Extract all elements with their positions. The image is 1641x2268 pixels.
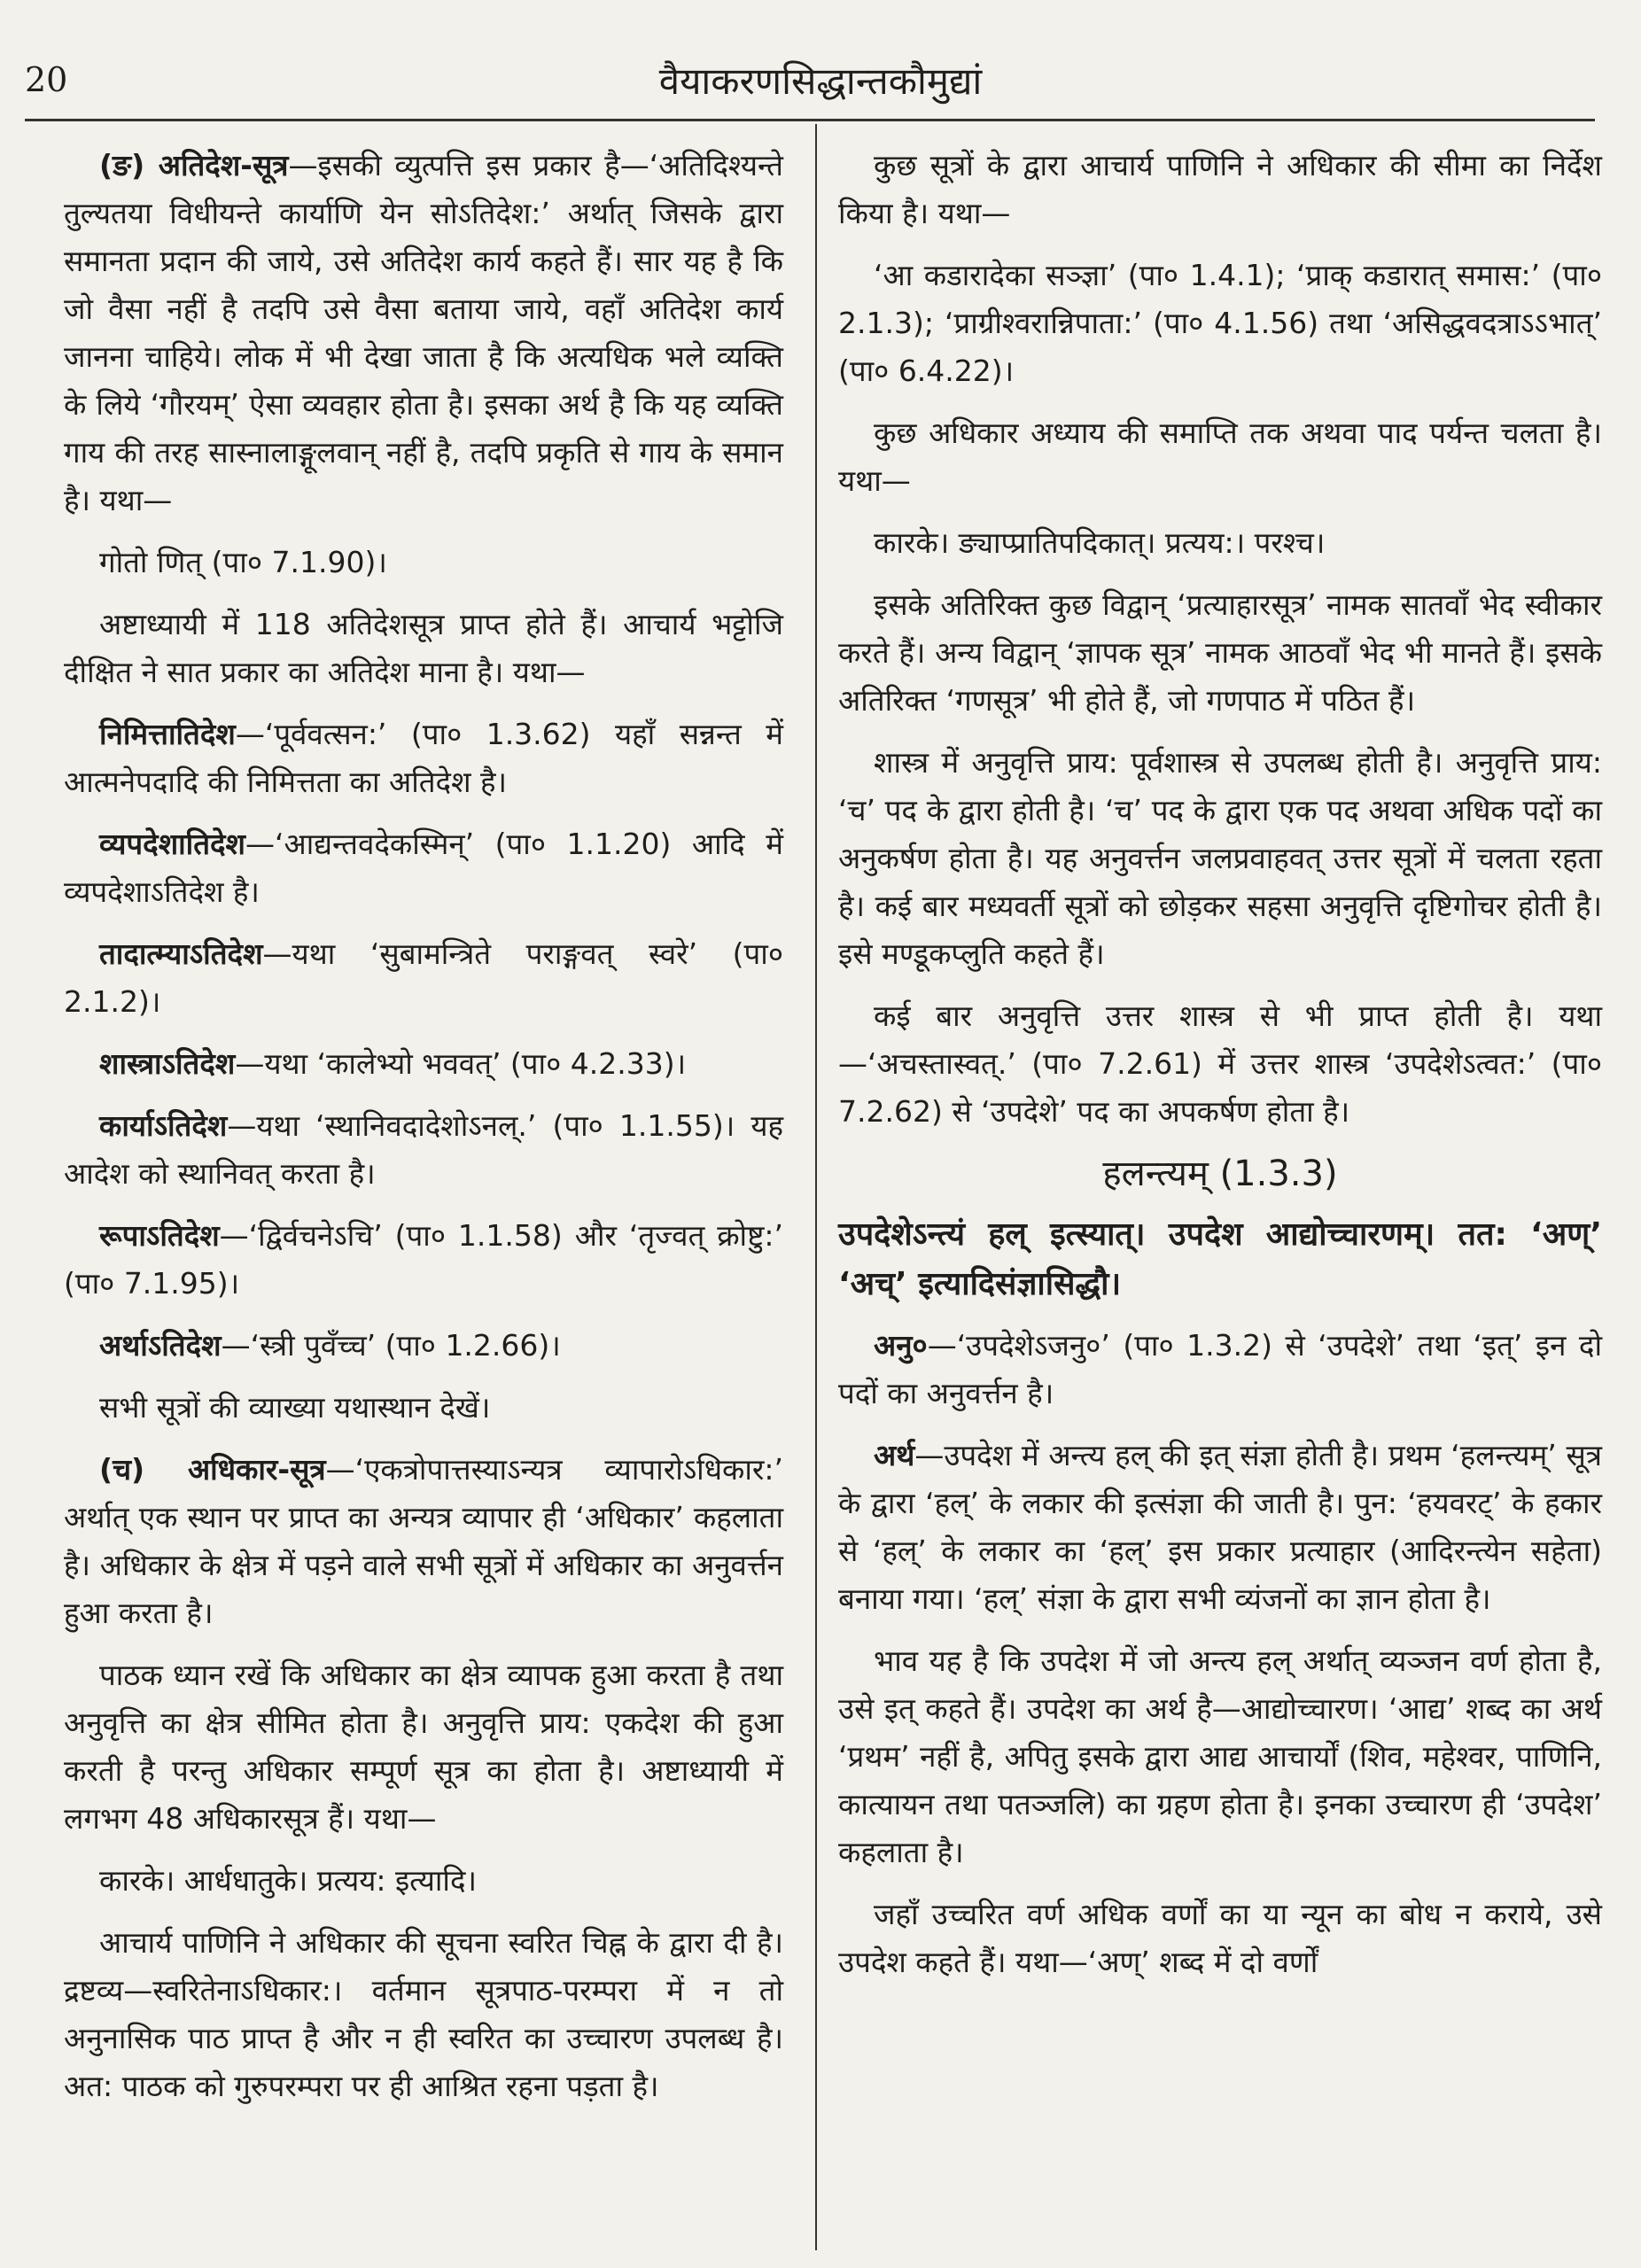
header-rule: [25, 119, 1595, 121]
paragraph: पाठक ध्यान रखें कि अधिकार का क्षेत्र व्यापक हुआ करता है तथा अनुवृत्ति का क्षेत्र सीमित होता है। अनुवृत्ति प्राय: एकदेश की हुआ करती है परन्तु अधिकार सम्पूर्ण सूत्र का होता है। अष्टाध्यायी में लगभग 48 अधिकारसूत्र हैं। यथा—: [64, 1658, 783, 1836]
column-divider: [815, 124, 817, 2250]
paragraph: सभी सूत्रों की व्याख्या यथास्थान देखें।: [99, 1390, 491, 1425]
paragraph: [838, 1322, 1602, 1418]
running-title: वैयाकरणसिद्धान्तकौमुद्यां: [658, 59, 983, 103]
paragraph: इसके अतिरिक्त कुछ विद्वान् ‘प्रत्याहारसूत्र’ नामक सातवाँ भेद स्वीकार करते हैं। अन्य विद्वान् ‘ज्ञापक सूत्र’ नामक आठवाँ भेद भी मानते हैं। इसके अतिरिक्त ‘गणसूत्र’ भी होते हैं, जो गणपाठ में पठित हैं।: [838, 587, 1602, 718]
sutra-heading: हलन्त्यम् (1.3.3): [1102, 1153, 1338, 1194]
paragraph-text: —‘एकत्रोपात्तस्याऽन्यत्र व्यापारोऽधिकार:’ अर्थात् एक स्थान पर प्राप्त का अन्यत्र व्यापार ही ‘अधिकार’ कहलाता है। अधिकार के क्षेत्र में पड़ने वाले सभी सूत्रों में अधिकार का अनुवर्त्तन हुआ करता है।: [64, 1452, 783, 1630]
paragraph-text: —‘द्विर्वचनेऽचि’ (पा० 1.1.58) और ‘तृज्वत् क्रोष्टु:’ (पा० 7.1.95)।: [64, 1218, 783, 1301]
paragraph-text: —‘पूर्ववत्सन:’ (पा० 1.3.62) यहाँ सन्नन्त में आत्मनेपदादि की निमित्तता का अतिदेश है।: [64, 717, 783, 799]
paragraph-text: —उपदेश में अन्त्य हल् की इत् संज्ञा होती है। प्रथम ‘हलन्त्यम्’ सूत्र के द्वारा ‘हल्’ के लकार की इत्संज्ञा की जाती है। पुन: ‘हयवरट्’ के हकार से ‘हल्’ के लकार का ‘हल्’ इस प्रकार प्रत्याहार (आदिरन्त्येन सहेता) बनाया गया। ‘हल्’ संज्ञा के द्वारा सभी व्यंजनों का ज्ञान होता है।: [838, 1438, 1602, 1616]
paragraph: कुछ सूत्रों के द्वारा आचार्य पाणिनि ने अधिकार की सीमा का निर्देश किया है। यथा—: [838, 148, 1602, 230]
term-heading: कार्याऽतिदेश: [99, 1108, 228, 1143]
paragraph: [64, 711, 783, 806]
paragraph: कारके। आर्धधातुके। प्रत्यय: इत्यादि।: [99, 1863, 478, 1898]
paragraph: कारके। ङ्याप्प्रातिपदिकात्। प्रत्यय:। परश्च।: [874, 525, 1326, 560]
paragraph: जहाँ उच्चरित वर्ण अधिक वर्णों का या न्यून का बोध न कराये, उसे उपदेश कहते हैं। यथा—‘अण्’ शब्द में दो वर्णों: [838, 1897, 1602, 1979]
term-heading: अनु०: [874, 1328, 928, 1363]
left-column: [64, 142, 783, 2124]
paragraph: [64, 1040, 783, 1088]
paragraph: [64, 930, 783, 1026]
term-heading: रूपाऽतिदेश: [99, 1218, 220, 1253]
paragraph: [64, 1212, 783, 1308]
paragraph: भाव यह है कि उपदेश में जो अन्त्य हल् अर्थात् व्यञ्जन वर्ण होता है, उसे इत् कहते हैं। उपदेश का अर्थ है—आद्योच्चारण। ‘आद्य’ शब्द का अर्थ ‘प्रथम’ नहीं है, अपितु इसके द्वारा आद्य आचार्यों (शिव, महेश्वर, पाणिनि, कात्यायन तथा पतञ्जलि) का ग्रहण होता है। इनका उच्चारण ही ‘उपदेश’ कहलाता है।: [838, 1643, 1602, 1869]
term-heading: व्यपदेशातिदेश: [99, 827, 245, 861]
paragraph: [64, 1446, 783, 1637]
paragraph-text: —यथा ‘कालेभ्यो भववत्’ (पा० 4.2.33)।: [235, 1046, 687, 1081]
paragraph-text: —‘स्त्री पुवँच्च’ (पा० 1.2.66)।: [221, 1328, 561, 1363]
paragraph: [64, 820, 783, 916]
paragraph: गोतो णित् (पा० 7.1.90)।: [99, 545, 387, 579]
page-number: 20: [25, 60, 68, 99]
paragraph: कुछ अधिकार अध्याय की समाप्ति तक अथवा पाद पर्यन्त चलता है। यथा—: [838, 416, 1602, 498]
vritti-text: उपदेशेऽन्त्यं हल् इत्स्यात्। उपदेश आद्योच्चारणम्। तत: ‘अण्’ ‘अच्’ इत्यादिसंज्ञासिद्धौ।: [838, 1216, 1602, 1302]
term-heading: अर्थाऽतिदेश: [99, 1328, 222, 1363]
paragraph: आचार्य पाणिनि ने अधिकार की सूचना स्वरित चिह्न के द्वारा दी है। द्रष्टव्य—स्वरितेनाऽधिकार:। वर्तमान सूत्रपाठ-परम्परा में न तो अनुनासिक पाठ प्राप्त है और न ही स्वरित का उच्चारण उपलब्ध है। अत: पाठक को गुरुपरम्परा पर ही आश्रित रहना पड़ता है।: [64, 1925, 783, 2103]
term-heading: निमित्तातिदेश: [99, 717, 236, 751]
paragraph: [64, 142, 783, 524]
paragraph: [64, 1102, 783, 1198]
section-heading: (ङ) अतिदेश-सूत्र: [99, 148, 289, 183]
paragraph-text: —‘आद्यन्तवदेकस्मिन्’ (पा० 1.1.20) आदि में व्यपदेशाऽतिदेश है।: [64, 827, 783, 909]
paragraph: कई बार अनुवृत्ति उत्तर शास्त्र से भी प्राप्त होती है। यथा—‘अचस्तास्वत्.’ (पा० 7.2.61) में उत्तर शास्त्र ‘उपदेशेऽत्वत:’ (पा० 7.2.62) से ‘उपदेशे’ पद का अपकर्षण होता है।: [838, 998, 1602, 1129]
paragraph: [64, 1322, 783, 1370]
paragraph-text: —इसकी व्युत्पत्ति इस प्रकार है—‘अतिदिश्यन्ते तुल्यतया विधीयन्ते कार्याणि येन सोऽतिदेश:’ अर्थात् जिसके द्वारा समानता प्रदान की जाये, उसे अतिदेश कार्य कहते हैं। सार यह है कि जो वैसा नहीं है तदपि उसे वैसा बताया जाये, वहाँ अतिदेश कार्य जानना चाहिये। लोक में भी देखा जाता है कि अत्यधिक भले व्यक्ति के लिये ‘गौरयम्’ ऐसा व्यवहार होता है। इसका अर्थ है कि यह व्यक्ति गाय की तरह सास्नालाङ्गूलवान् नहीं है, तदपि प्रकृति से गाय के समान है। यथा—: [64, 148, 783, 517]
paragraph-text: —‘उपदेशेऽजनु०’ (पा० 1.3.2) से ‘उपदेशे’ तथा ‘इत्’ इन दो पदों का अनुवर्त्तन है।: [838, 1328, 1602, 1410]
page-header: [0, 0, 1641, 124]
section-heading: (च) अधिकार-सूत्र: [99, 1452, 326, 1487]
paragraph-text: —यथा ‘स्थानिवदादेशोऽनल्.’ (पा० 1.1.55)। यह आदेश को स्थानिवत् करता है।: [64, 1108, 783, 1191]
paragraph: शास्त्र में अनुवृत्ति प्राय: पूर्वशास्त्र से उपलब्ध होती है। अनुवृत्ति प्राय: ‘च’ पद के द्वारा होती है। ‘च’ पद के द्वारा एक पद अथवा अधिक पदों का अनुकर्षण होता है। यह अनुवर्त्तन जलप्रवाहवत् उत्तर सूत्रों में चलता रहता है। कई बार मध्यवर्ती सूत्रों को छोड़कर सहसा अनुवृत्ति दृष्टिगोचर होती है। इसे मण्डूकप्लुति कहते हैं।: [838, 745, 1602, 971]
right-column: [838, 142, 1602, 2000]
paragraph-text: —यथा ‘सुबामन्त्रिते पराङ्गवत् स्वरे’ (पा० 2.1.2)।: [64, 936, 783, 1019]
term-heading: अर्थ: [874, 1438, 915, 1472]
term-heading: शास्त्राऽतिदेश: [99, 1046, 236, 1081]
paragraph: [838, 1432, 1602, 1623]
paragraph: अष्टाध्यायी में 118 अतिदेशसूत्र प्राप्त होते हैं। आचार्य भट्टोजि दीक्षित ने सात प्रकार का अतिदेश माना है। यथा—: [64, 607, 783, 689]
paragraph: ‘आ कडारादेका सञ्ज्ञा’ (पा० 1.4.1); ‘प्राक् कडारात् समास:’ (पा० 2.1.3); ‘प्राग्रीश्वरान्निपाता:’ (पा० 4.1.56) तथा ‘असिद्धवदत्राऽऽभात्’ (पा० 6.4.22)।: [838, 258, 1602, 388]
term-heading: तादात्म्याऽतिदेश: [99, 936, 263, 971]
